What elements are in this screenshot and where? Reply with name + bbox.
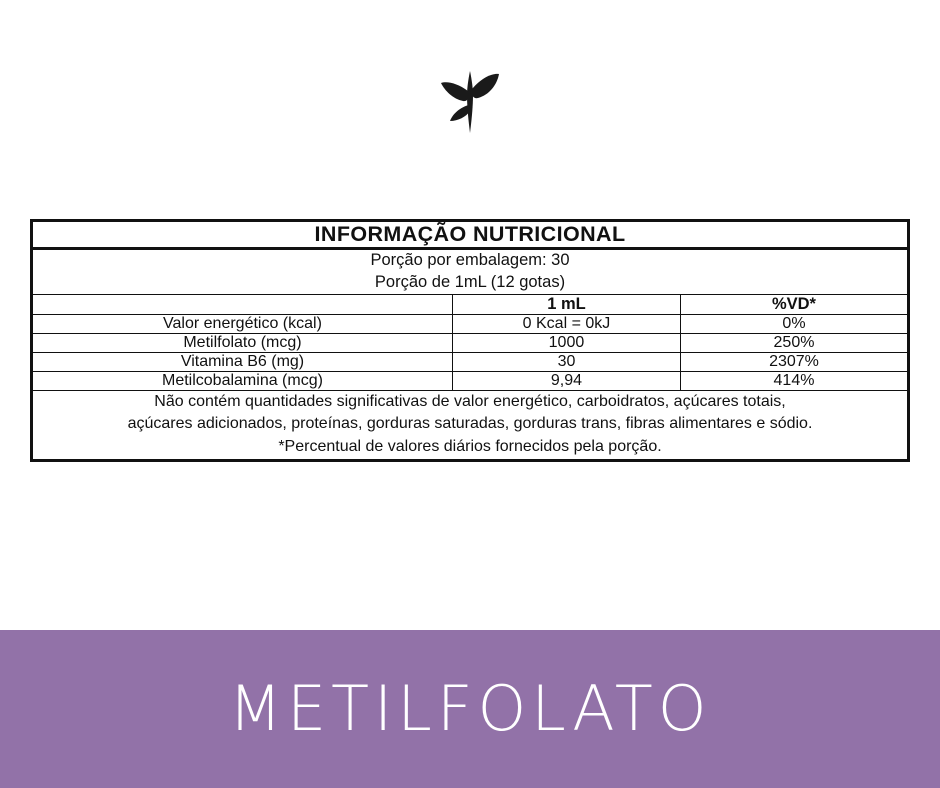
footnote-line-3: *Percentual de valores diários fornecidos pela porção.: [278, 437, 662, 455]
nutrition-facts-table: [30, 219, 910, 462]
serving-line-2: Porção de 1mL (12 gotas): [374, 272, 566, 291]
nutrient-dv: 2307%: [680, 352, 908, 371]
footnote-line-1: Não contém quantidades significativas de valor energético, carboidratos, açúcares totais,: [154, 392, 786, 410]
table-row: [32, 314, 909, 333]
nutrient-amount: 0 Kcal = 0kJ: [452, 314, 680, 333]
nutrient-dv: 414%: [680, 371, 908, 390]
nutrition-footnote: [32, 390, 909, 460]
nutrient-name: Vitamina B6 (mg): [32, 352, 453, 371]
column-header-dv: %VD*: [680, 294, 908, 314]
table-row: [32, 352, 909, 371]
table-row: [32, 333, 909, 352]
table-row: [32, 371, 909, 390]
table-row-serving: [32, 249, 909, 295]
nutrient-name: Valor energético (kcal): [32, 314, 453, 333]
brand-logo: [0, 56, 940, 146]
nutrient-amount: 1000: [452, 333, 680, 352]
nutrient-amount: 30: [452, 352, 680, 371]
product-name: METILFOLATO: [228, 672, 712, 745]
nutrient-name: Metilfolato (mcg): [32, 333, 453, 352]
serving-line-1: Porção por embalagem: 30: [370, 251, 570, 269]
nutrition-title: INFORMAÇÃO NUTRICIONAL: [32, 221, 909, 249]
serving-info: [32, 249, 909, 295]
nutrient-dv: 250%: [680, 333, 908, 352]
column-header-name: [32, 294, 453, 314]
product-name-banner: [0, 630, 940, 788]
table-row-title: [32, 221, 909, 249]
leaf-logo-icon: [437, 65, 503, 137]
column-header-amount: 1 mL: [452, 294, 680, 314]
table-row-footnote: [32, 390, 909, 460]
table-row-header: [32, 294, 909, 314]
nutrient-amount: 9,94: [452, 371, 680, 390]
footnote-line-2: açúcares adicionados, proteínas, gorduras saturadas, gorduras trans, fibras alimentares e sódio.: [127, 415, 813, 433]
nutrient-name: Metilcobalamina (mcg): [32, 371, 453, 390]
nutrient-dv: 0%: [680, 314, 908, 333]
